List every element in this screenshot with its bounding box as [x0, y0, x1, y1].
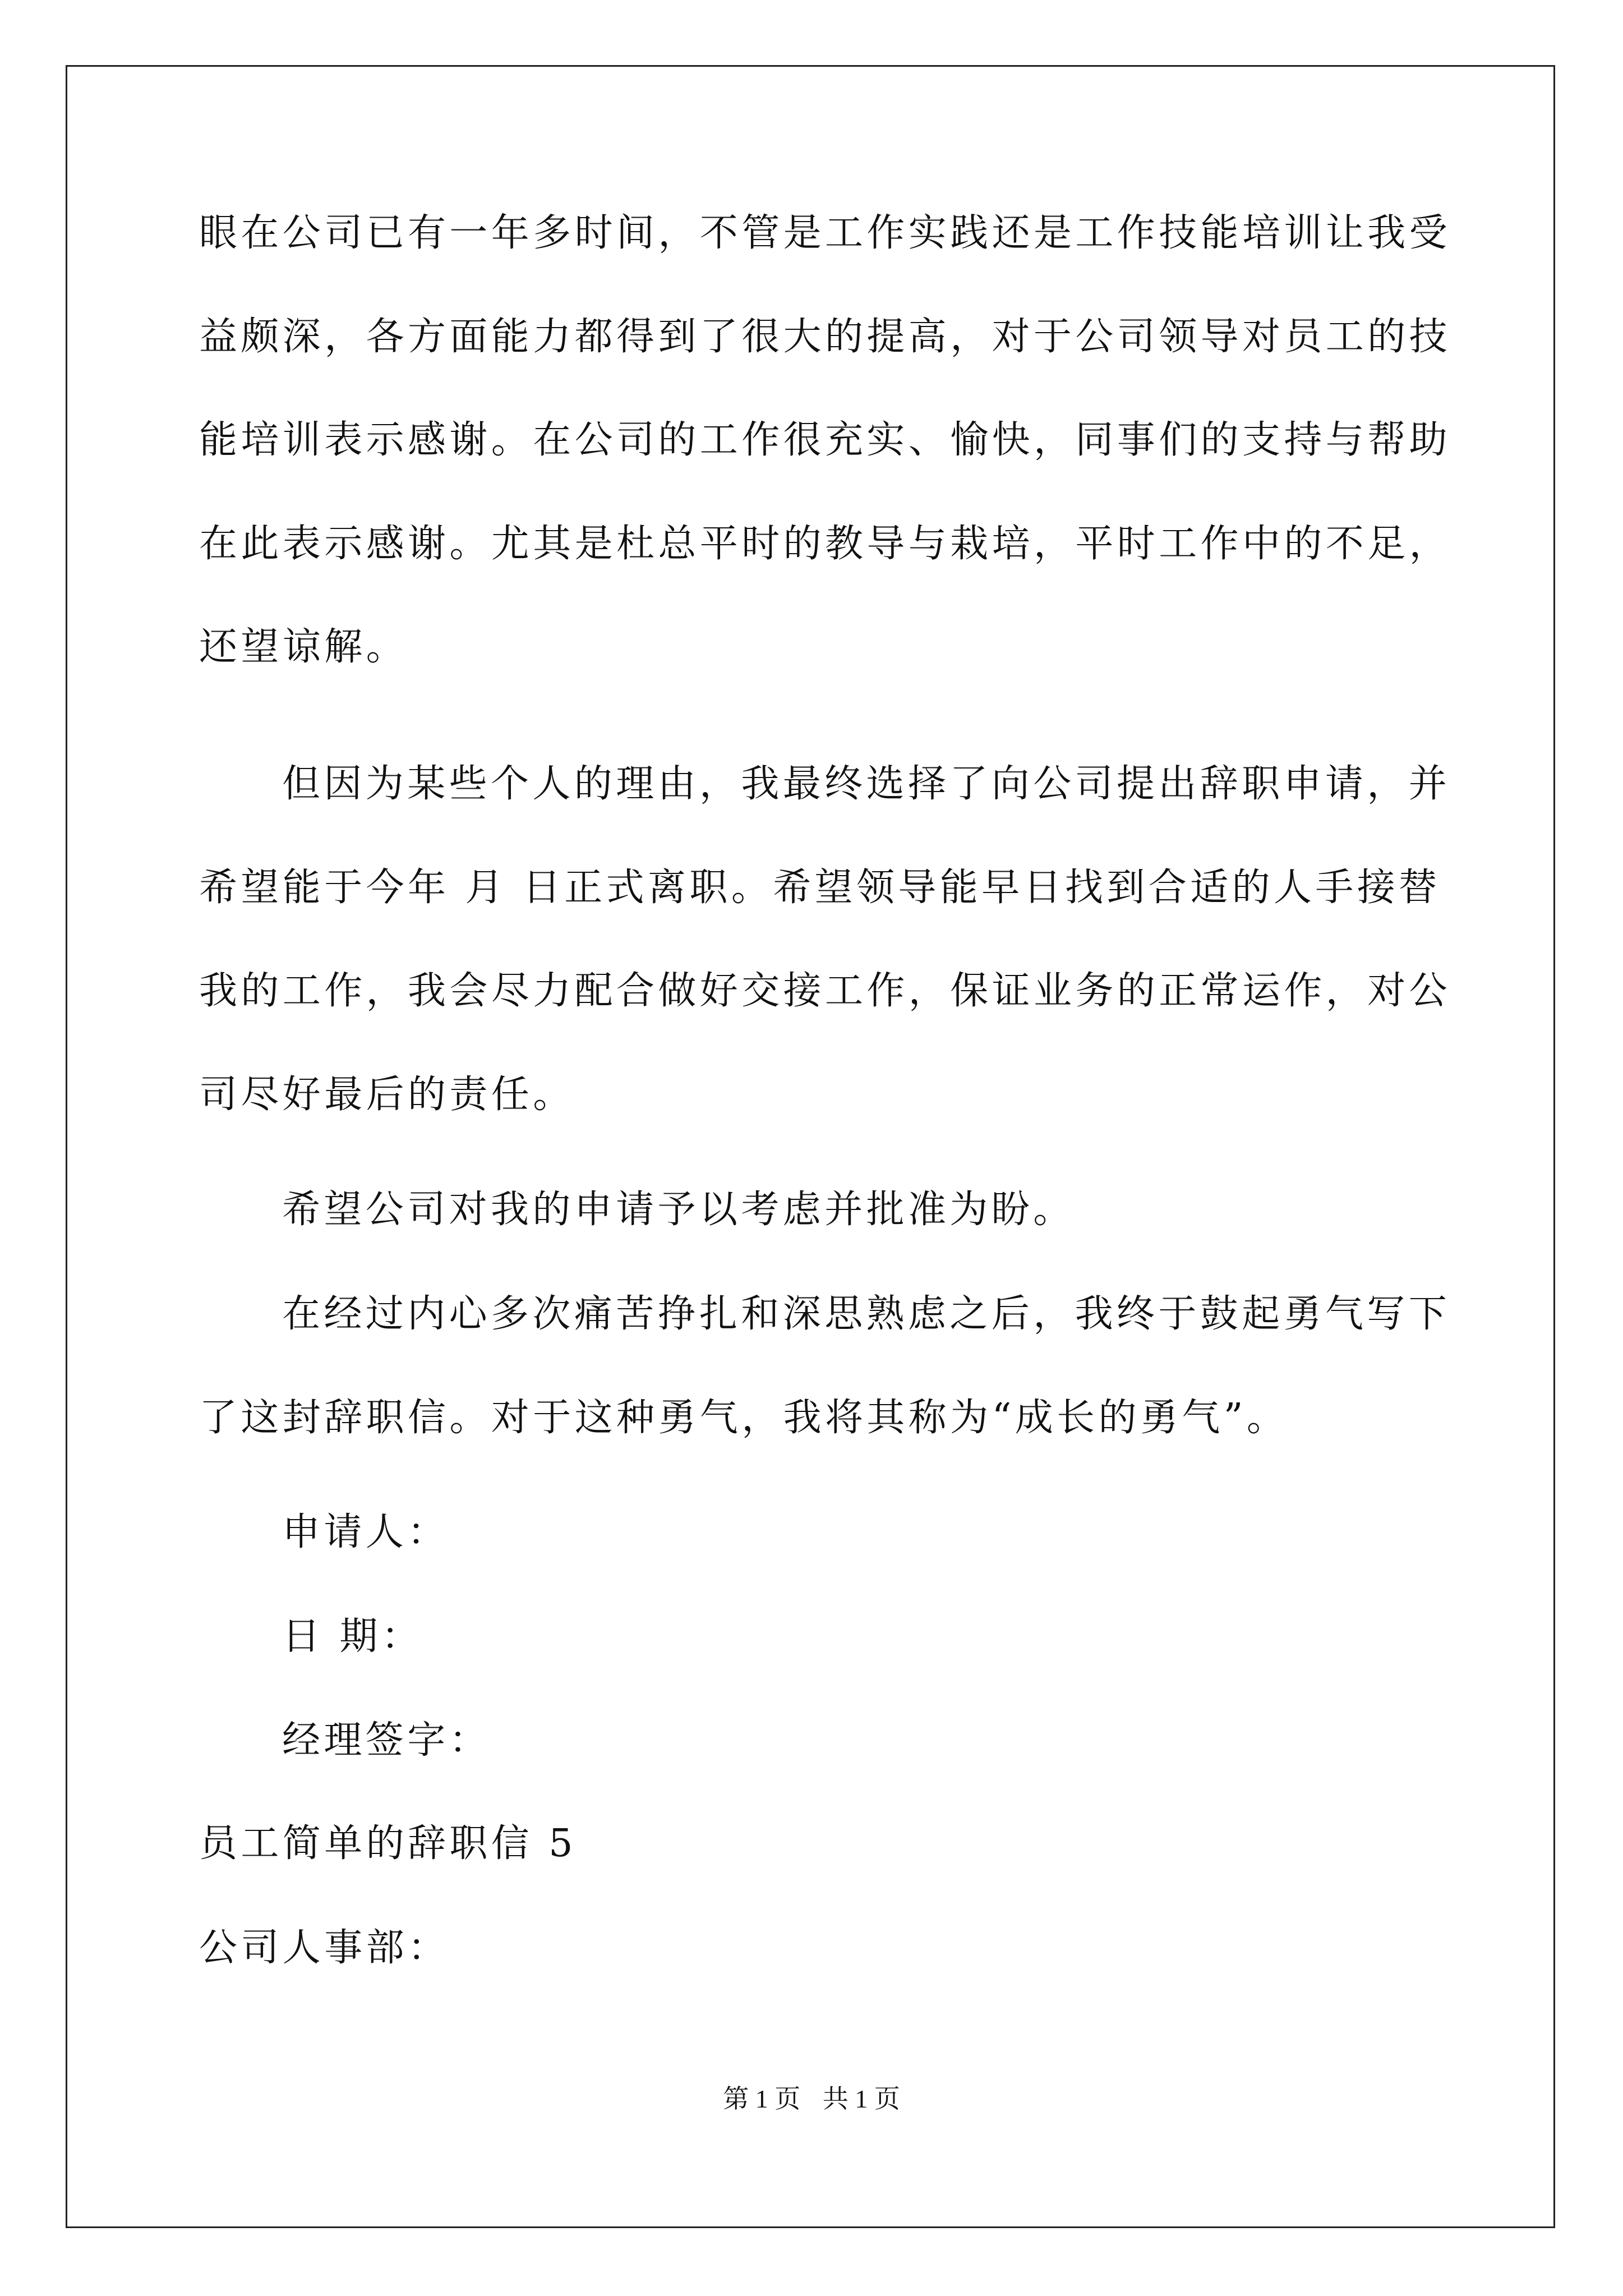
- page-footer: [0, 2082, 1623, 2116]
- body-line-1: 眼在公司已有一年多时间，不管是工作实践还是工作技能培训让我受: [199, 211, 1451, 255]
- body-line-10: 希望公司对我的申请予以考虑并批准为盼。: [282, 1188, 1075, 1232]
- body-line-12: 了这封辞职信。对于这种勇气，我将其称为“成长的勇气”。: [199, 1396, 1289, 1440]
- page-number: 第 1 页: [723, 2085, 801, 2113]
- manager-signature-label: 经理签字：: [282, 1718, 491, 1763]
- body-line-3: 能培训表示感谢。在公司的工作很充实、愉快，同事们的支持与帮助: [199, 418, 1451, 462]
- section-heading: 员工简单的辞职信 5: [199, 1821, 577, 1866]
- body-line-8: 我的工作，我会尽力配合做好交接工作，保证业务的正常运作，对公: [199, 969, 1451, 1013]
- applicant-label: 申请人：: [282, 1510, 449, 1554]
- date-label: 日 期：: [282, 1614, 423, 1659]
- body-line-11: 在经过内心多次痛苦挣扎和深思熟虑之后，我终于鼓起勇气写下: [282, 1292, 1451, 1336]
- page-border: [66, 65, 1555, 2228]
- body-line-2: 益颇深，各方面能力都得到了很大的提高，对于公司领导对员工的技: [199, 315, 1451, 359]
- body-line-9: 司尽好最后的责任。: [199, 1073, 575, 1117]
- body-line-4: 在此表示感谢。尤其是杜总平时的教导与栽培，平时工作中的不足，: [199, 522, 1451, 566]
- body-line-7: 希望能于今年 月 日正式离职。希望领导能早日找到合适的人手接替: [199, 866, 1441, 910]
- body-line-6: 但因为某些个人的理由，我最终选择了向公司提出辞职申请，并: [282, 762, 1451, 806]
- page-total: 共 1 页: [822, 2085, 900, 2113]
- body-line-5: 还望谅解。: [199, 625, 408, 669]
- addressee-line: 公司人事部：: [199, 1926, 450, 1970]
